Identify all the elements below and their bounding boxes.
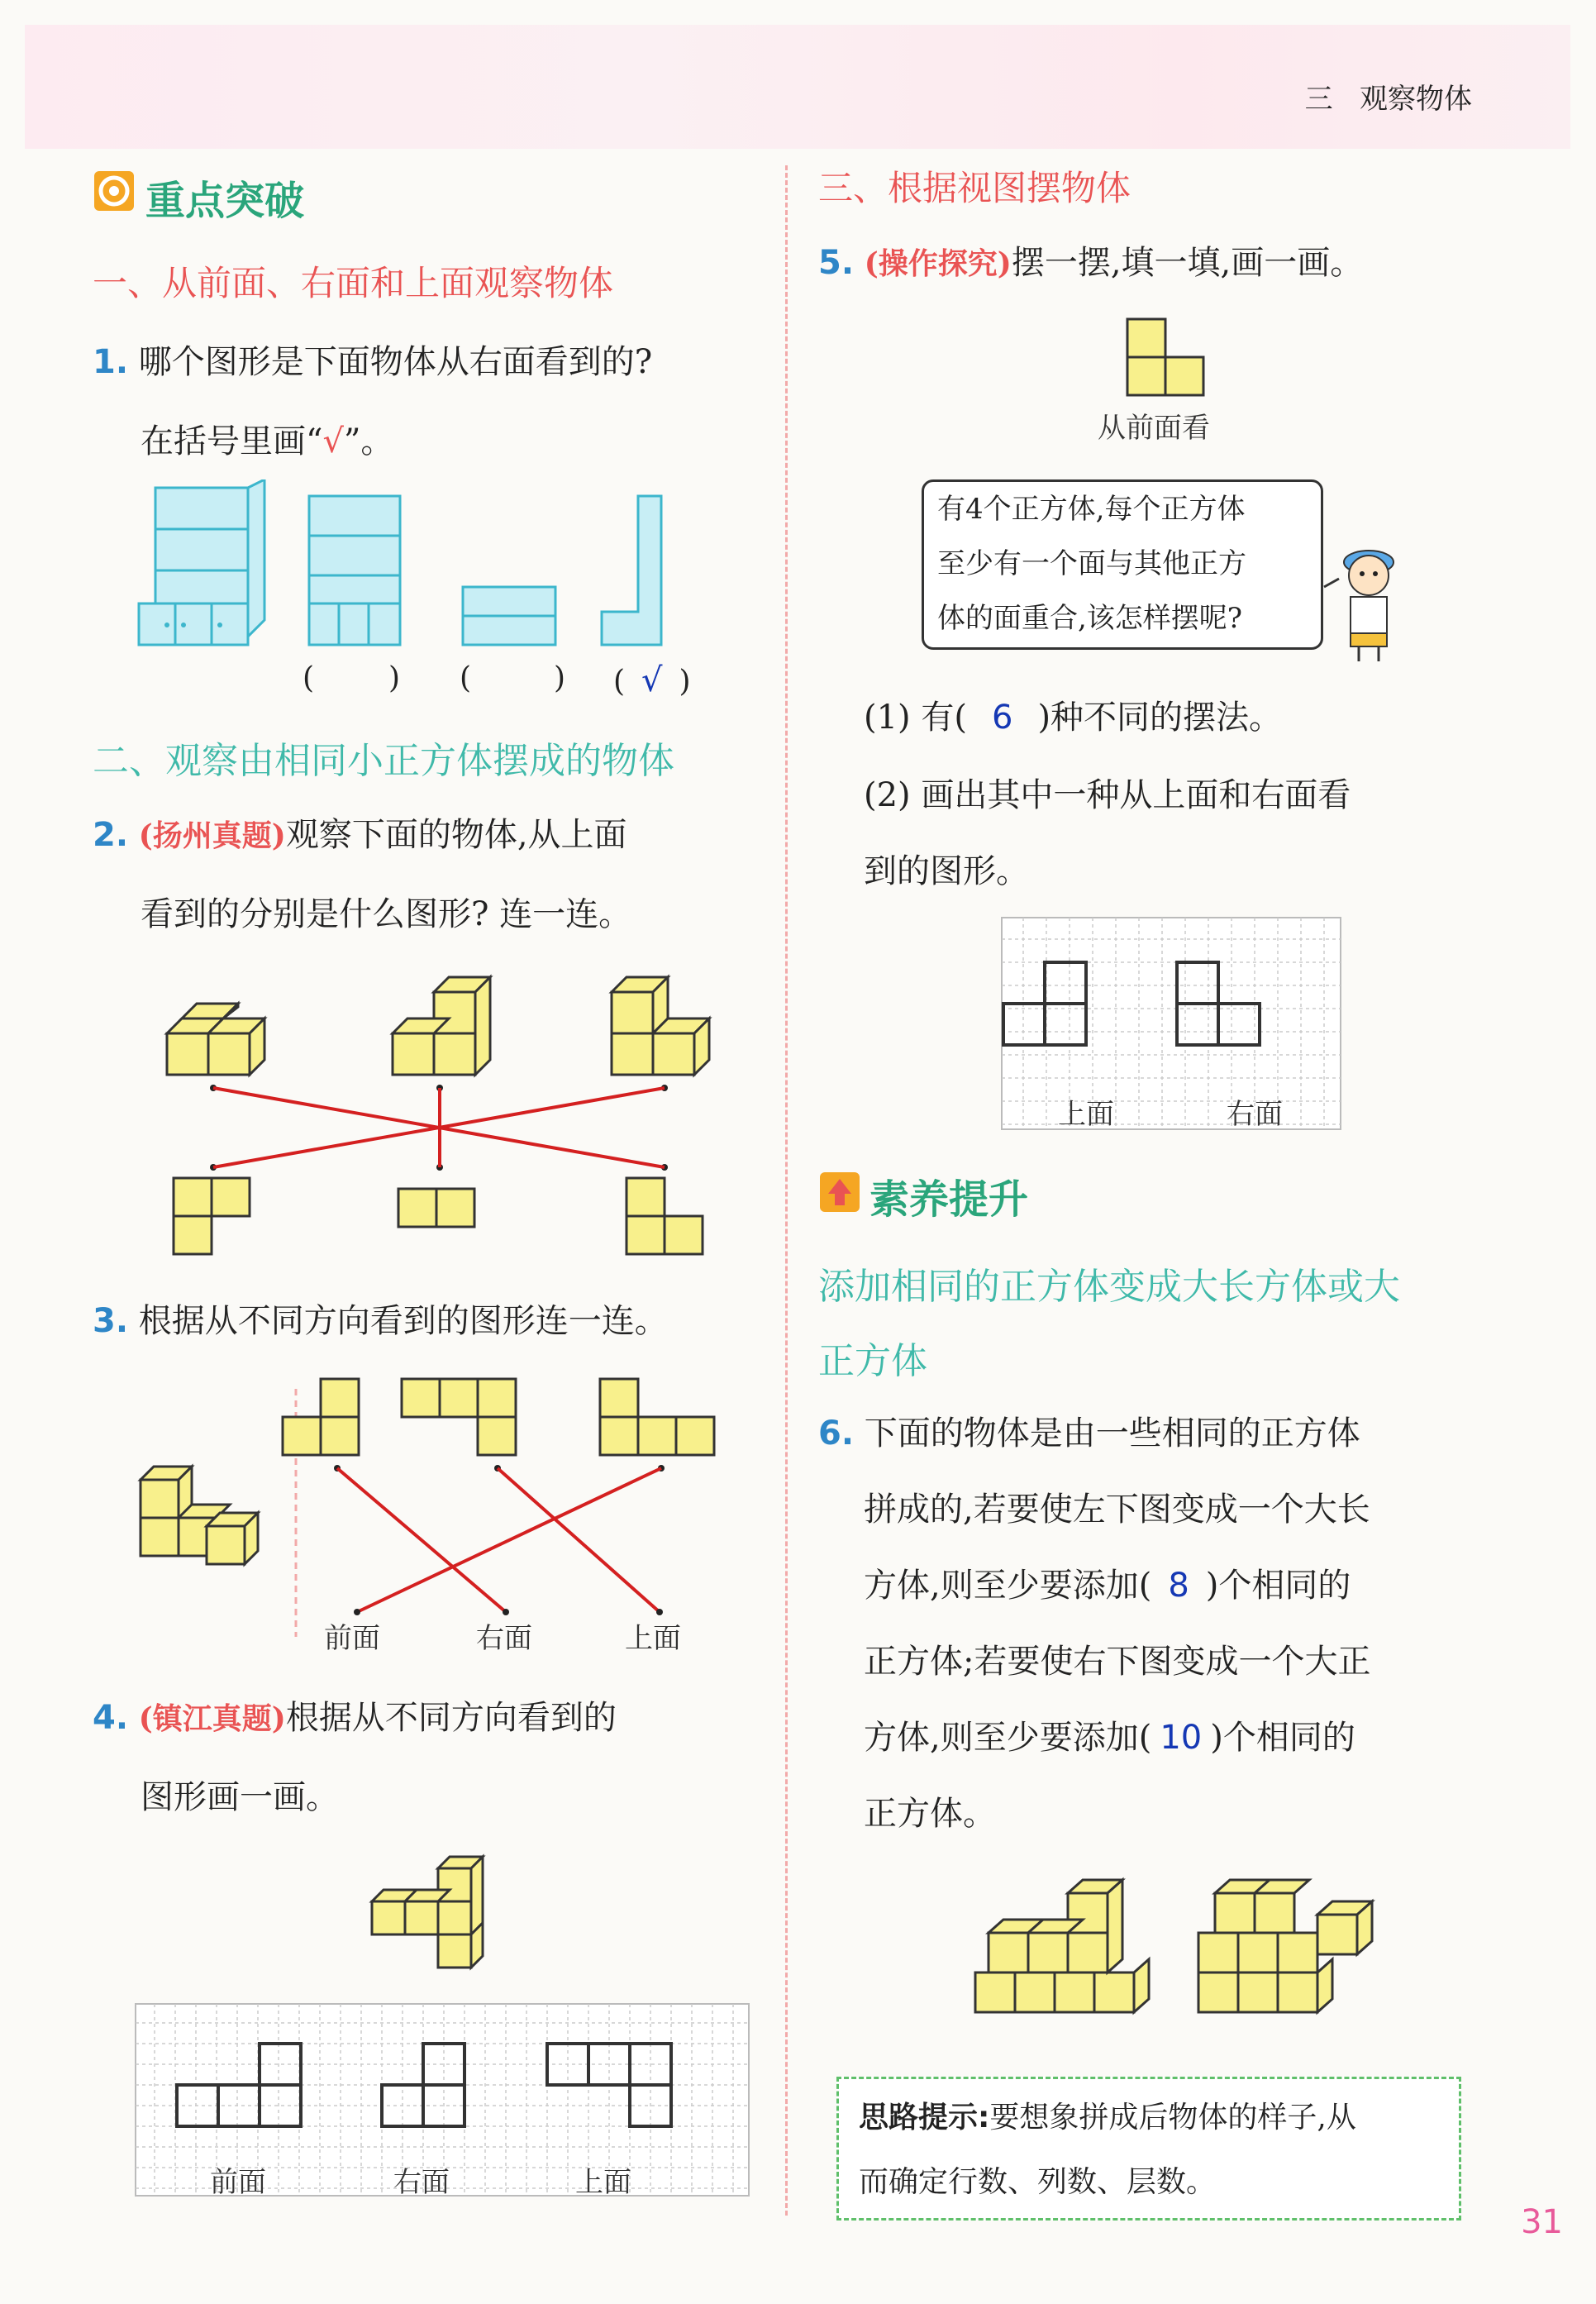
section2-icon — [818, 1171, 861, 1217]
q5-sub1: (1) 有( 6 )种不同的摆法。 — [864, 699, 1283, 737]
part4-title-line1: 添加相同的正方体变成大长方体或大 — [818, 1266, 1400, 1308]
q4-label-top: 上面 — [575, 2166, 631, 2199]
section-icon — [93, 169, 136, 216]
section-title-literacy: 素养提升 — [869, 1176, 1029, 1223]
option-b-top-view — [463, 587, 555, 645]
part2-title: 二、观察由相同小正方体摆成的物体 — [93, 740, 674, 782]
hint-box — [836, 2077, 1461, 2221]
q4-line1: 4. (镇江真题)根据从不同方向看到的 — [93, 1699, 617, 1737]
q5-label-right: 右面 — [1227, 1098, 1283, 1131]
q6-line4: 正方体;若要使右下图变成一个大正 — [864, 1643, 1371, 1681]
q5-label-top: 上面 — [1058, 1098, 1114, 1131]
header-title: 三 观察物体 — [1304, 83, 1472, 116]
q3-label-top: 上面 — [625, 1622, 681, 1655]
q4-label-front: 前面 — [210, 2166, 266, 2199]
q5-front-view-figure — [1124, 316, 1215, 407]
q1-paren-b[interactable]: ( ) — [460, 661, 566, 695]
q3-line1: 3. 根据从不同方向看到的图形连一连。 — [93, 1302, 668, 1340]
q6-line6: 正方体。 — [864, 1795, 996, 1833]
part3-title: 三、根据视图摆物体 — [818, 168, 1131, 208]
q4-3d-figure — [364, 1852, 529, 1976]
q6-line3: 方体,则至少要添加( 8 )个相同的 — [864, 1567, 1351, 1605]
q2-line1: 2. (扬州真题)观察下面的物体,从上面 — [93, 816, 627, 854]
speech-bubble: 有4个正方体,每个正方体 至少有一个面与其他正方 体的面重合,该怎样摆呢? — [922, 479, 1323, 650]
section-title-key-points: 重点突破 — [145, 178, 305, 224]
option-a-front-view — [309, 496, 400, 645]
q2-line2: 看到的分别是什么图形? 连一连。 — [141, 895, 632, 933]
part4-title-line2: 正方体 — [818, 1340, 927, 1382]
q4-line2: 图形画一画。 — [141, 1778, 339, 1816]
q6-figures — [967, 1865, 1413, 2022]
hint-line1: 思路提示:要想象拼成后物体的样子,从 — [859, 2101, 1356, 2135]
column-divider — [785, 165, 788, 2216]
hint-line2: 而确定行数、列数、层数。 — [859, 2165, 1217, 2199]
q1-paren-c[interactable]: ( √ ) — [613, 661, 691, 699]
q5-sub2-line2: 到的图形。 — [864, 852, 1029, 890]
q1-line1: 1. 哪个图形是下面物体从右面看到的? — [93, 343, 653, 381]
q6-line2: 拼成的,若要使左下图变成一个大长 — [864, 1491, 1370, 1529]
child-illustration — [1319, 529, 1410, 670]
q5-drawing-grid — [1000, 916, 1342, 1131]
q3-label-front: 前面 — [324, 1622, 380, 1655]
q5-line1: 5. (操作探究)摆一摆,填一填,画一画。 — [818, 244, 1364, 282]
q5-sub2-line1: (2) 画出其中一种从上面和右面看 — [864, 776, 1351, 814]
part1-title: 一、从前面、右面和上面观察物体 — [93, 263, 614, 303]
q1-paren-a[interactable]: ( ) — [303, 661, 401, 695]
q1-line2: 在括号里画“√”。 — [141, 422, 394, 460]
q6-line5: 方体,则至少要添加( 10 )个相同的 — [864, 1719, 1355, 1757]
option-c-right-view — [602, 496, 661, 645]
q3-label-right: 右面 — [476, 1622, 532, 1655]
q6-line1: 6. 下面的物体是由一些相同的正方体 — [818, 1414, 1360, 1453]
q4-label-right: 右面 — [393, 2166, 450, 2199]
cabinet-3d-figure — [139, 479, 264, 645]
q3-matching-figures — [132, 1372, 744, 1653]
page-number: 31 — [1521, 2203, 1563, 2241]
q5-view-label: 从前面看 — [1098, 412, 1210, 445]
q2-matching-figures — [157, 967, 736, 1273]
